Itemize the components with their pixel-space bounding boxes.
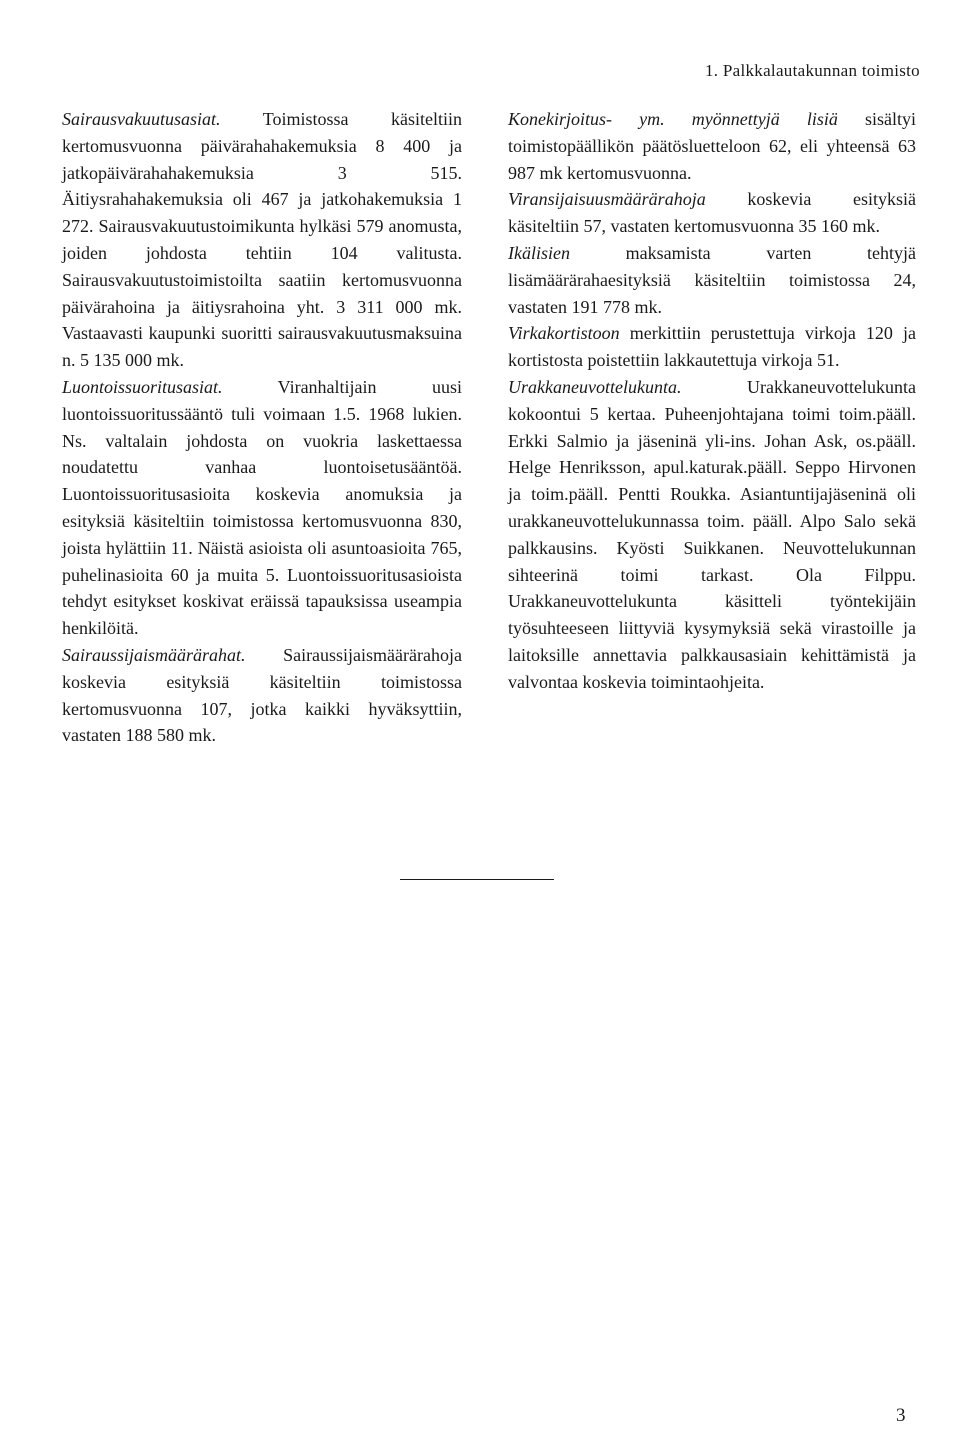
paragraph-urakkaneuvottelukunta [508,374,916,696]
paragraph-body: koskevia esityksiä käsiteltiin 57, vastaten kertomusvuonna 35 160 mk. [508,189,916,237]
paragraph-heading: Luontoissuoritusasiat. [62,376,223,397]
paragraph-sairausvakuutusasiat [62,106,462,374]
paragraph-virkakortisto [508,320,916,374]
running-header: 1. Palkkalautakunnan toimisto [704,61,920,80]
paragraph-heading: Viransijaisuusmäärärahoja [508,189,706,210]
paragraph-body: Toimistossa käsiteltiin kertomusvuonna päivärahahakemuksia 8 400 ja jatkopäivärahahakemuksia 3 515. Äitiysrahahakemuksia oli 467 ja jatkohakemuksia 1 272. Sairausvakuutustoimikunta hylkäsi 579 anomusta, joiden johdosta tehtiin 104 valitusta. Sairausvakuutustoimistoilta saatiin kertomusvuonna päivärahoina ja äitiysrahoina yht. 3 311 000 mk. Vastaavasti kaupunki suoritti sairausvakuutusmaksuina n. 5 135 000 mk. [62,109,462,371]
paragraph-body: Sairaussijaismäärärahoja koskevia esityksiä käsiteltiin toimistossa kertomusvuonna 107, jotka kaikki hyväksyttiin, vastaten 188 580 mk. [62,644,462,746]
paragraph-luontoissuoritusasiat [62,374,462,642]
paragraph-heading: Ikälisien [508,242,570,263]
paragraph-konekirjoitus [508,106,916,186]
right-column [508,106,916,696]
paragraph-viransijaisuus [508,186,916,240]
paragraph-sairaussijaismaararahat [62,642,462,749]
paragraph-ikalisat [508,240,916,320]
paragraph-heading: Urakkaneuvottelukunta. [508,376,682,397]
paragraph-body: merkittiin perustettuja virkoja 120 ja kortistosta poistettiin lakkautettuja virkoja 51. [508,323,916,371]
section-divider [400,879,554,880]
paragraph-heading: Sairaussijaismäärärahat. [62,644,246,665]
paragraph-heading: Konekirjoitus- ym. myönnettyjä lisiä [508,109,838,129]
left-column [62,106,462,749]
paragraph-body: Urakkaneuvottelukunta kokoontui 5 kertaa. Puheenjohtajana toimi toim.pääll. Erkki Salmio ja jäseninä yli-ins. Johan Ask, os.pääll. Helge Henriksson, apul.katurak.pääll. Seppo Hirvonen ja toim.pääll. Pentti Roukka. Asiantuntijajäseninä oli urakkaneuvottelukunnassa toim. pääll. Alpo Salo sekä palkkausins. Kyösti Suikkanen. Neuvottelukunnan sihteerinä toimi tarkast. Ola Filppu. Urakkaneuvottelukunta käsitteli työntekijäin työsuhteeseen liittyviä kysymyksiä sekä virastoille ja laitoksille annettavia palkkausasiain kehittämistä ja valvontaa koskevia toimintaohjeita. [508,376,916,692]
paragraph-body: Viranhaltijain uusi luontoissuoritussääntö tuli voimaan 1.5. 1968 lukien. Ns. valtalain johdosta on vuokria laskettaessa noudatettu vanhaa luontoisetusääntöä. Luontoissuoritusasioita koskevia anomuksia ja esityksiä käsiteltiin toimistossa kertomusvuonna 830, joista hylättiin 11. Näistä asioista oli asuntoasioita 765, puhelinasioita 60 ja muita 5. Luontoissuoritusasioista tehdyt esitykset koskivat eräissä tapauksissa useampia henkilöitä. [62,376,462,639]
paragraph-heading: Virkakortistoon [508,323,620,344]
paragraph-heading: Sairausvakuutusasiat. [62,109,221,129]
paragraph-body: maksamista varten tehtyjä lisämäärärahaesityksiä käsiteltiin toimistossa 24, vastaten 191 778 mk. [508,242,916,317]
page-number: 3 [896,1405,906,1426]
paragraph-body: sisältyi toimistopäällikön päätösluetteloon 62, eli yhteensä 63 987 mk kertomusvuonna. [508,109,916,183]
